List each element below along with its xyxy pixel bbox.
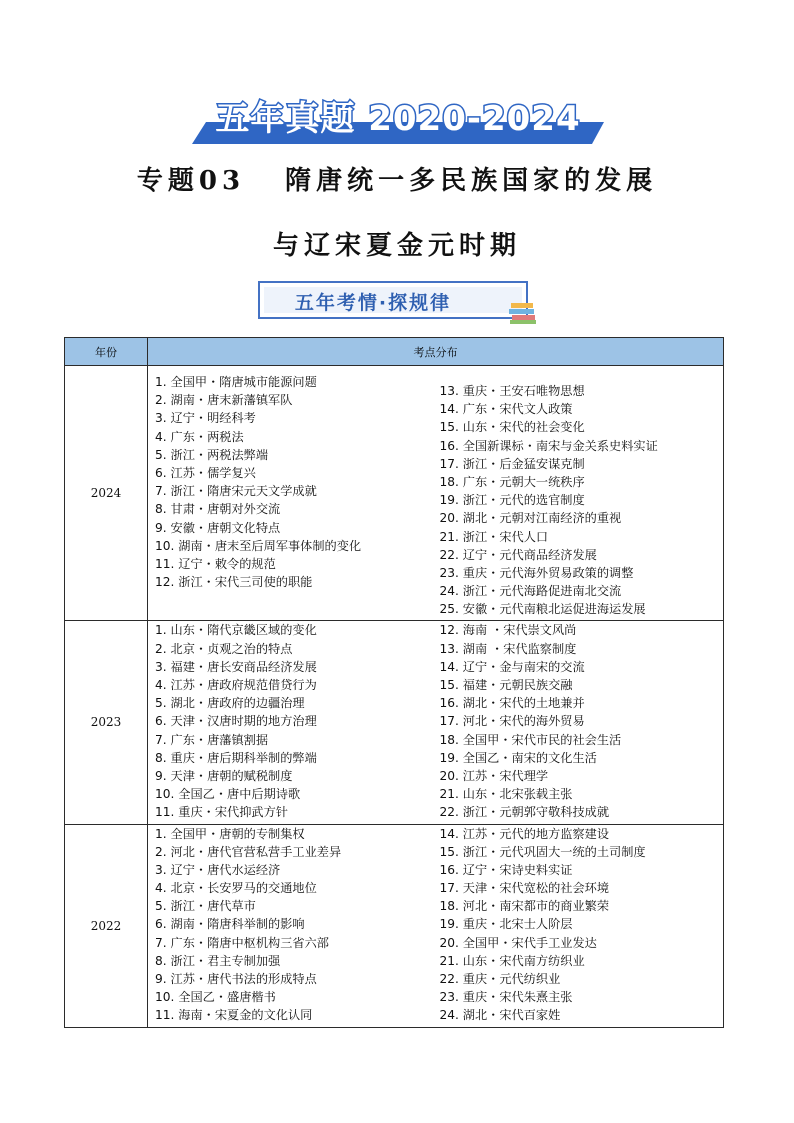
- list-item: 12. 海南 ・宋代崇文风尚: [439, 623, 577, 638]
- list-item: 5. 湖北・唐政府的边疆治理: [155, 696, 305, 711]
- title-line-1: [0, 160, 794, 197]
- header-year: 年份: [65, 338, 148, 366]
- list-item: 6. 天津・汉唐时期的地方治理: [155, 714, 317, 729]
- list-item: 17. 天津・宋代宽松的社会环境: [439, 881, 610, 896]
- list-item: 21. 浙江・宋代人口: [439, 529, 549, 544]
- list-item: 9. 安徽・唐朝文化特点: [155, 520, 281, 535]
- list-item: 20. 全国甲・宋代手工业发达: [439, 935, 597, 950]
- table-row-2023: [65, 621, 724, 824]
- list-item: 2. 河北・唐代官营私营手工业差异: [155, 844, 342, 859]
- list-item: 23. 重庆・宋代朱熹主张: [439, 990, 573, 1005]
- list-item: 20. 江苏・宋代理学: [439, 768, 549, 783]
- list-item: 5. 浙江・唐代草市: [155, 899, 256, 914]
- points-right-2023: [436, 621, 724, 821]
- list-item: 23. 重庆・元代海外贸易政策的调整: [439, 565, 634, 580]
- list-item: 2. 北京・贞观之治的特点: [155, 641, 293, 656]
- list-item: 16. 湖北・宋代的土地兼并: [439, 696, 585, 711]
- list-item: 15. 福建・元朝民族交融: [439, 678, 573, 692]
- list-item: 9. 天津・唐朝的赋税制度: [155, 768, 293, 783]
- banner-graphic: [192, 94, 604, 146]
- list-item: 18. 河北・南宋都市的商业繁荣: [439, 899, 610, 914]
- list-item: 19. 浙江・元代的选官制度: [439, 493, 585, 508]
- list-item: 22. 浙江・元朝郭守敬科技成就: [439, 805, 610, 820]
- list-item: 11. 重庆・宋代抑武方针: [155, 805, 288, 820]
- list-item: 24. 湖北・宋代百家姓: [439, 1008, 561, 1023]
- list-item: 17. 河北・宋代的海外贸易: [439, 714, 585, 729]
- list-item: 20. 湖北・元朝对江南经济的重视: [439, 511, 622, 526]
- topic-number: 专题03: [136, 166, 246, 196]
- header-banner: [192, 94, 604, 146]
- table-row-2022: [65, 824, 724, 1027]
- list-item: 25. 安徽・元代南粮北运促进海运发展: [439, 602, 646, 617]
- points-left-2024: [148, 373, 436, 618]
- list-item: 22. 辽宁・元代商品经济发展: [439, 547, 597, 562]
- list-item: 18. 广东・元朝大一统秩序: [439, 474, 585, 489]
- list-item: 4. 广东・两税法: [155, 429, 244, 444]
- list-item: 1. 全国甲・唐朝的专制集权: [155, 826, 305, 841]
- list-item: 6. 江苏・儒学复兴: [155, 465, 256, 480]
- list-item: 18. 全国甲・宋代市民的社会生活: [439, 732, 622, 747]
- list-item: 21. 山东・北宋张载主张: [439, 787, 573, 802]
- list-item: 8. 甘肃・唐朝对外交流: [155, 502, 281, 517]
- list-item: 16. 全国新课标・南宋与金关系史料实证: [439, 438, 658, 453]
- list-item: 7. 广东・唐藩镇割据: [155, 732, 269, 747]
- list-item: 8. 浙江・君主专制加强: [155, 953, 281, 968]
- list-item: 10. 全国乙・盛唐楷书: [155, 990, 276, 1005]
- points-left-2023: [148, 621, 436, 821]
- year-cell: 2023: [65, 621, 148, 824]
- list-item: 14. 广东・宋代文人政策: [439, 402, 573, 417]
- list-item: 13. 湖南 ・宋代监察制度: [439, 641, 577, 656]
- list-item: 19. 全国乙・南宋的文化生活: [439, 750, 597, 765]
- books-icon: [508, 299, 538, 325]
- points-left-2022: [148, 825, 436, 1025]
- list-item: 21. 山东・宋代南方纺织业: [439, 953, 585, 968]
- title-line-2: 与辽宋夏金元时期: [272, 231, 521, 261]
- list-item: 10. 全国乙・唐中后期诗歌: [155, 787, 301, 802]
- subtitle-text: 五年考情·探规律: [294, 292, 452, 314]
- list-item: 17. 浙江・后金猛安谋克制: [439, 456, 585, 471]
- points-right-2024: [436, 373, 724, 618]
- list-item: 1. 山东・隋代京畿区域的变化: [155, 623, 317, 638]
- list-item: 19. 重庆・北宋士人阶层: [439, 917, 573, 932]
- list-item: 10. 湖南・唐末至后周军事体制的变化: [155, 538, 362, 553]
- list-item: 11. 海南・宋夏金的文化认同: [155, 1008, 313, 1023]
- topic-title: 隋唐统一多民族国家的发展: [285, 166, 658, 196]
- year-cell: 2022: [65, 824, 148, 1027]
- header-points: 考点分布: [148, 338, 724, 366]
- list-item: 8. 重庆・唐后期科举制的弊端: [155, 750, 317, 765]
- table-header-row: [65, 338, 724, 366]
- list-item: 1. 全国甲・隋唐城市能源问题: [155, 375, 317, 389]
- list-item: 14. 江苏・元代的地方监察建设: [439, 826, 610, 841]
- list-item: 12. 浙江・宋代三司使的职能: [155, 575, 313, 590]
- points-right-2022: [436, 825, 724, 1025]
- exam-points-table: [64, 337, 724, 1028]
- list-item: 4. 北京・长安罗马的交通地位: [155, 881, 317, 896]
- list-item: 3. 辽宁・唐代水运经济: [155, 862, 281, 877]
- table-row-2024: [65, 366, 724, 621]
- list-item: 24. 浙江・元代海路促进南北交流: [439, 584, 622, 599]
- list-item: 7. 广东・隋唐中枢机构三省六部: [155, 935, 329, 950]
- list-item: 3. 辽宁・明经科考: [155, 411, 256, 426]
- list-item: 6. 湖南・隋唐科举制的影响: [155, 917, 305, 932]
- list-item: 13. 重庆・王安石唯物思想: [439, 384, 585, 398]
- banner-text: 五年真题 2020-2024: [215, 99, 581, 139]
- list-item: 11. 辽宁・敕令的规范: [155, 556, 276, 571]
- list-item: 3. 福建・唐长安商品经济发展: [155, 659, 317, 674]
- list-item: 2. 湖南・唐末新藩镇军队: [155, 393, 293, 408]
- year-cell: 2024: [65, 366, 148, 621]
- list-item: 15. 浙江・元代巩固大一统的土司制度: [439, 844, 646, 859]
- list-item: 14. 辽宁・金与南宋的交流: [439, 659, 585, 674]
- list-item: 22. 重庆・元代纺织业: [439, 972, 561, 986]
- list-item: 9. 江苏・唐代书法的形成特点: [155, 972, 317, 986]
- list-item: 4. 江苏・唐政府规范借贷行为: [155, 678, 317, 692]
- list-item: 16. 辽宁・宋诗史料实证: [439, 862, 573, 877]
- list-item: 15. 山东・宋代的社会变化: [439, 420, 585, 435]
- list-item: 7. 浙江・隋唐宋元天文学成就: [155, 484, 317, 499]
- list-item: 5. 浙江・两税法弊端: [155, 447, 269, 462]
- subtitle-box: [258, 281, 528, 319]
